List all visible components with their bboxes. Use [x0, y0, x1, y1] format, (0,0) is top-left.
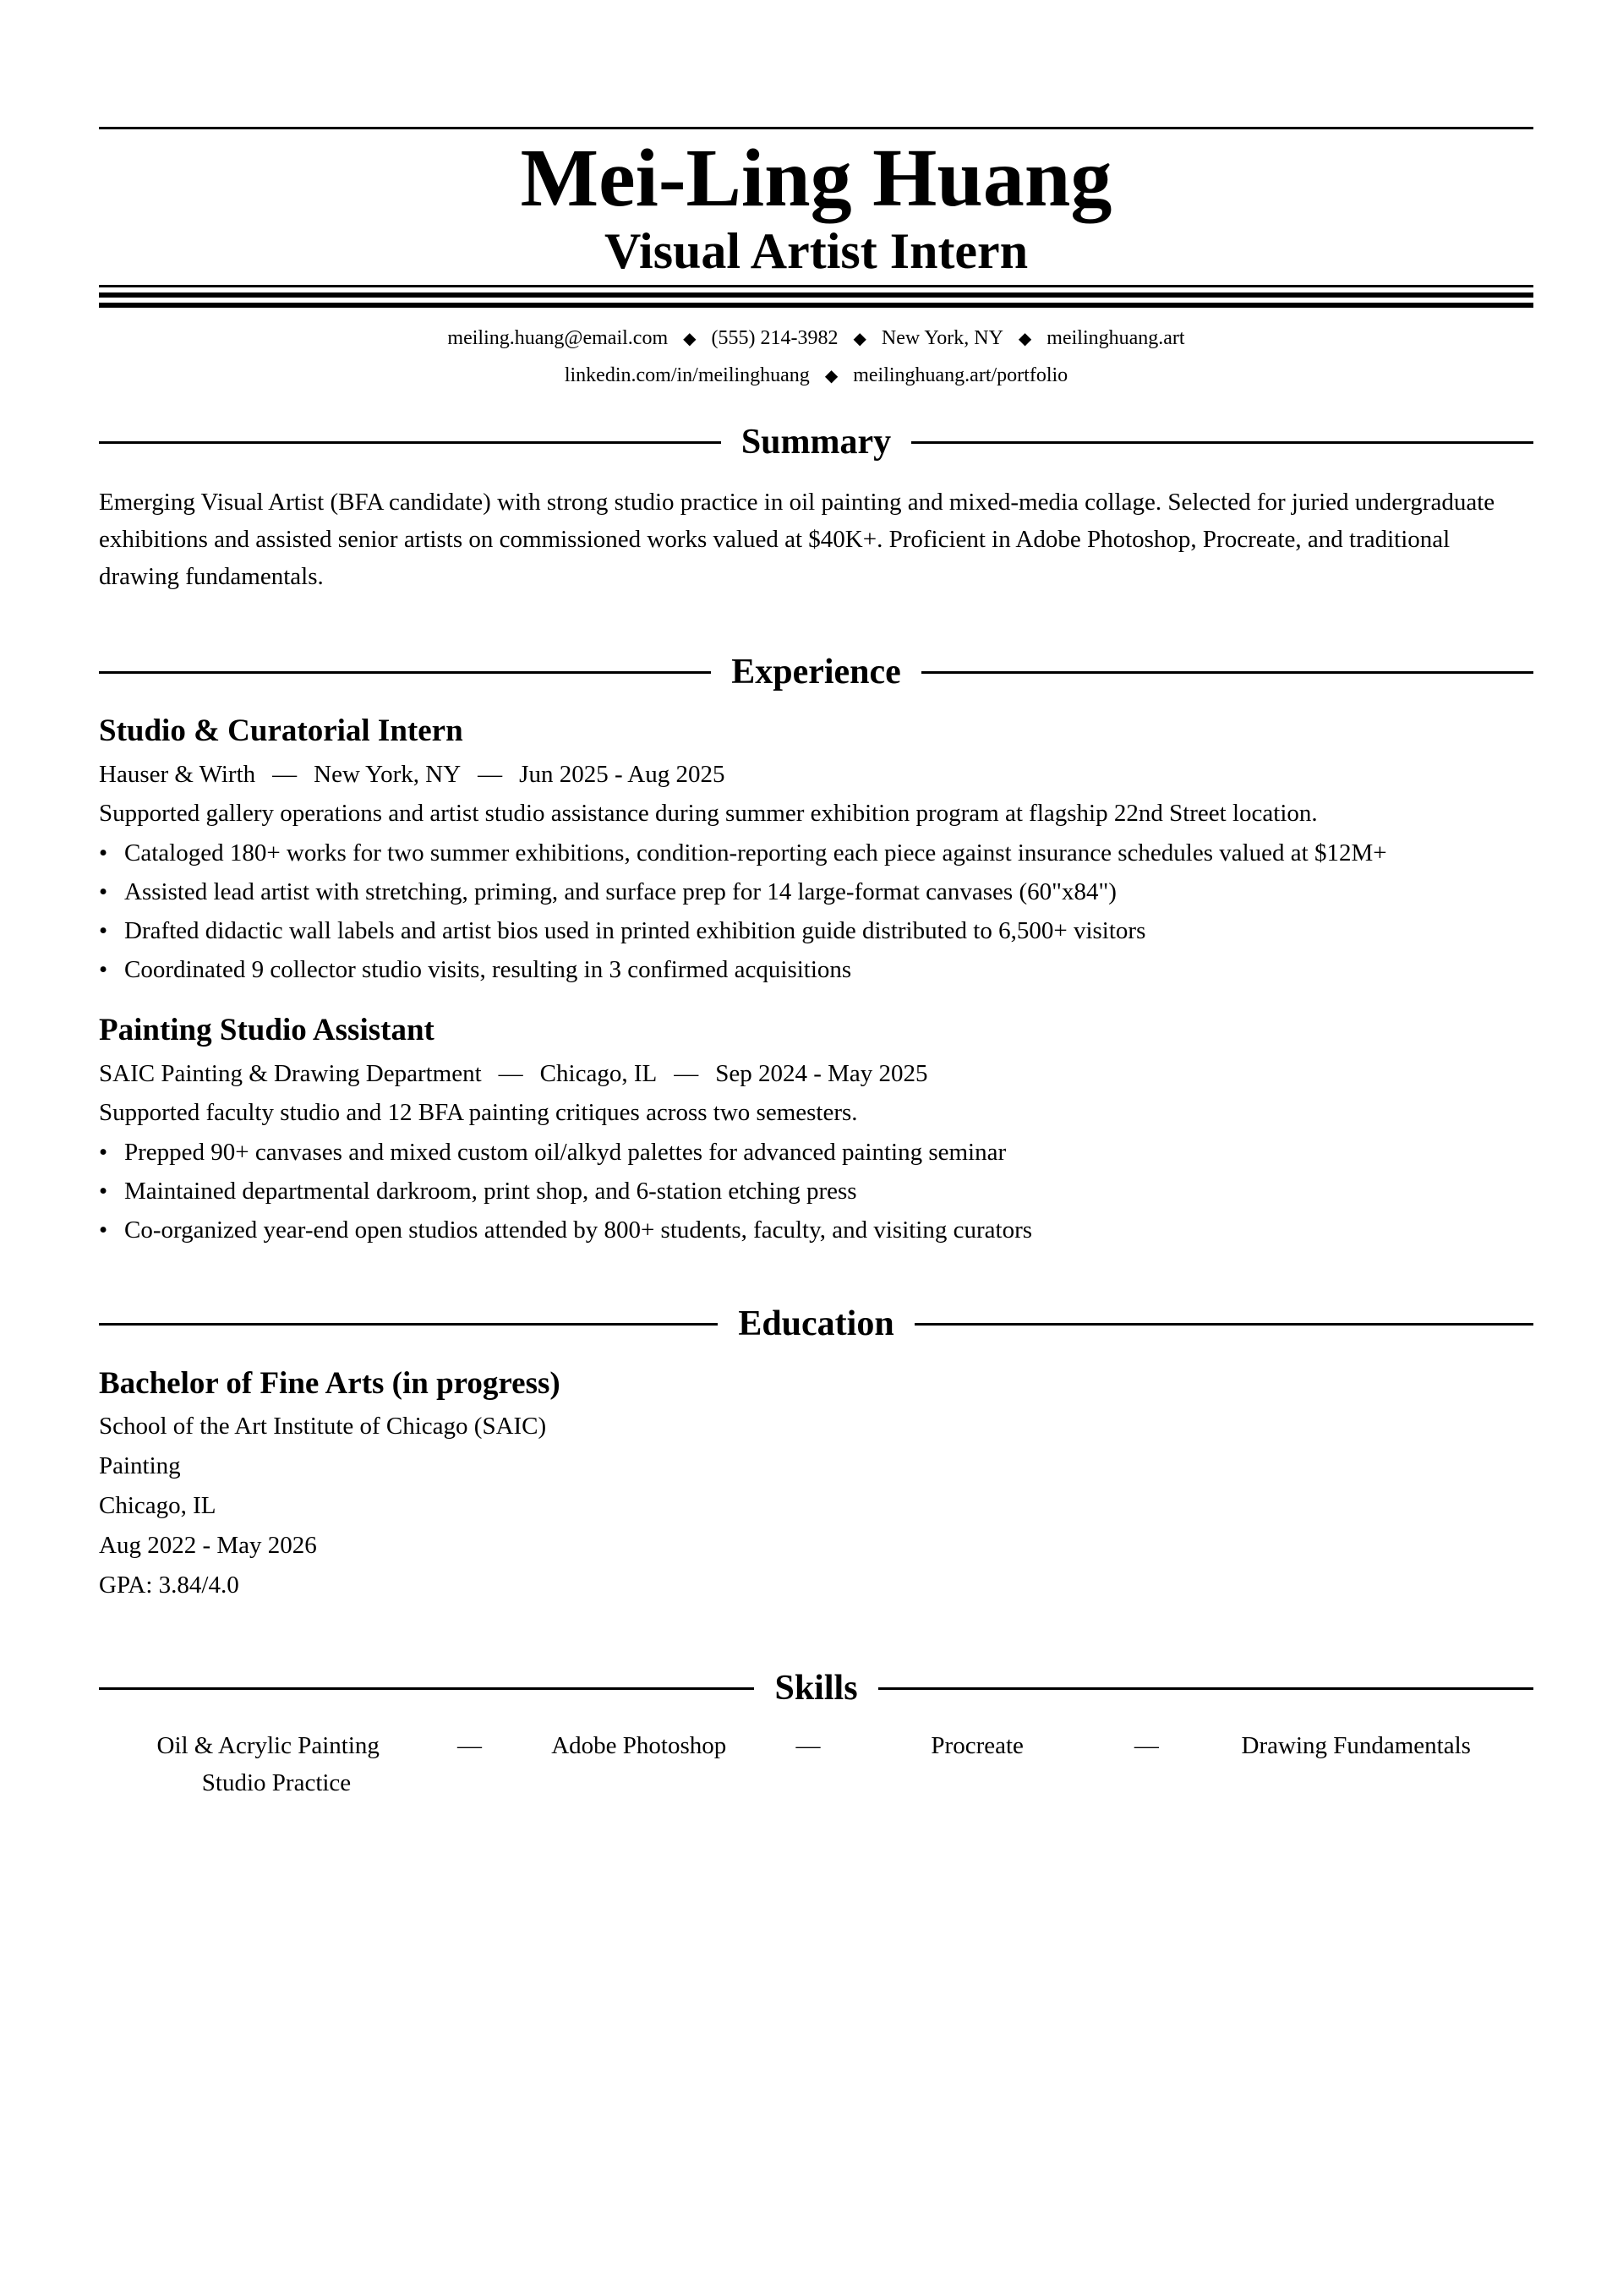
contact-row-2 — [99, 363, 1533, 389]
candidate-name: Mei-Ling Huang — [520, 133, 1112, 224]
job-company: SAIC Painting & Drawing Department — [99, 1060, 482, 1087]
summary-heading — [99, 421, 1533, 463]
meta-separator: — — [478, 761, 503, 788]
diamond-separator-icon: ◆ — [1018, 330, 1032, 348]
degree-title: Bachelor of Fine Arts (in progress) — [99, 1366, 560, 1401]
experience-heading — [99, 651, 1533, 693]
school-name: School of the Art Institute of Chicago (SAIC) — [99, 1413, 547, 1440]
gpa: GPA: 3.84/4.0 — [99, 1572, 239, 1599]
bullet-icon: • — [99, 1139, 108, 1166]
education-title: Education — [738, 1304, 894, 1343]
job-meta — [99, 756, 1533, 793]
header-triple-rule — [99, 285, 1533, 308]
contact-location: New York, NY — [881, 327, 1003, 349]
candidate-role: Visual Artist Intern — [604, 223, 1029, 279]
skills-list — [99, 1727, 1533, 1801]
contact-portfolio[interactable]: meilinghuang.art/portfolio — [853, 364, 1068, 386]
skills-heading — [99, 1667, 1533, 1709]
bullet-icon: • — [99, 1216, 108, 1244]
skill-separator: — — [457, 1732, 483, 1759]
skill-item: Adobe Photoshop — [551, 1732, 727, 1759]
diamond-separator-icon: ◆ — [853, 330, 866, 348]
contact-website[interactable]: meilinghuang.art — [1046, 327, 1185, 349]
meta-separator: — — [674, 1060, 699, 1087]
job-bullets — [99, 1133, 1533, 1249]
list-item: • Co-organized year-end open studios attended by 800+ students, faculty, and visiting curators — [99, 1211, 1533, 1249]
list-item: • Maintained departmental darkroom, print shop, and 6-station etching press — [99, 1172, 1533, 1211]
skill-item: Studio Practice — [201, 1769, 352, 1796]
skill-item: Drawing Fundamentals — [1241, 1732, 1471, 1759]
bullet-icon: • — [99, 1178, 108, 1205]
contact-row-1 — [99, 325, 1533, 352]
education-heading — [99, 1303, 1533, 1345]
list-item: • Drafted didactic wall labels and artist bios used in printed exhibition guide distributed to 6,500+ visitors — [99, 911, 1533, 950]
skill-item: Procreate — [931, 1732, 1024, 1759]
bullet-icon: • — [99, 839, 108, 866]
school-location: Chicago, IL — [99, 1492, 216, 1519]
experience-title: Experience — [731, 653, 901, 692]
bullet-icon: • — [99, 956, 108, 983]
major: Painting — [99, 1452, 181, 1479]
job-company: Hauser & Wirth — [99, 761, 256, 788]
job-bullets — [99, 834, 1533, 989]
contact-phone[interactable]: (555) 214-3982 — [711, 327, 839, 349]
education-entry — [99, 1363, 1533, 1605]
job-location: New York, NY — [314, 761, 462, 788]
skill-separator: — — [795, 1732, 821, 1759]
skill-item: Oil & Acrylic Painting — [156, 1732, 380, 1759]
diamond-separator-icon: ◆ — [824, 367, 839, 385]
meta-separator: — — [272, 761, 298, 788]
list-item: • Prepped 90+ canvases and mixed custom oil/alkyd palettes for advanced painting seminar — [99, 1133, 1533, 1172]
skill-separator: — — [1134, 1732, 1159, 1759]
summary-text: Emerging Visual Artist (BFA candidate) with strong studio practice in oil painting and mixed-media collage. Selected for juried undergraduate exhibitions and assisted senior artists on commissioned works valued at $40K+. Proficient in Adobe Photoshop, Procreate, and traditional drawing fundamentals. — [99, 489, 1495, 590]
job-meta — [99, 1055, 1533, 1092]
job-dates: Jun 2025 - Aug 2025 — [519, 761, 725, 788]
job-location: Chicago, IL — [539, 1060, 658, 1087]
contact-linkedin[interactable]: linkedin.com/in/meilinghuang — [564, 364, 810, 386]
list-item: • Coordinated 9 collector studio visits, resulting in 3 confirmed acquisitions — [99, 950, 1533, 989]
job-entry — [99, 710, 1533, 989]
contact-email[interactable]: meiling.huang@email.com — [447, 327, 669, 349]
job-title: Studio & Curatorial Intern — [99, 713, 463, 748]
education-dates: Aug 2022 - May 2026 — [99, 1532, 317, 1559]
meta-separator: — — [498, 1060, 523, 1087]
job-description: Supported gallery operations and artist studio assistance during summer exhibition program at flagship 22nd Street location. — [99, 800, 1318, 827]
diamond-separator-icon: ◆ — [683, 330, 697, 348]
summary-title: Summary — [740, 423, 892, 462]
list-item: • Assisted lead artist with stretching, priming, and surface prep for 14 large-format canvases (60"x84") — [99, 872, 1533, 911]
job-entry — [99, 1009, 1533, 1249]
job-title: Painting Studio Assistant — [99, 1013, 434, 1047]
job-dates: Sep 2024 - May 2025 — [715, 1060, 928, 1087]
bullet-icon: • — [99, 917, 108, 944]
job-description: Supported faculty studio and 12 BFA painting critiques across two semesters. — [99, 1099, 858, 1126]
list-item: • Cataloged 180+ works for two summer exhibitions, condition-reporting each piece against insurance schedules valued at $12M+ — [99, 834, 1533, 872]
skills-title: Skills — [774, 1669, 858, 1708]
bullet-icon: • — [99, 878, 108, 905]
